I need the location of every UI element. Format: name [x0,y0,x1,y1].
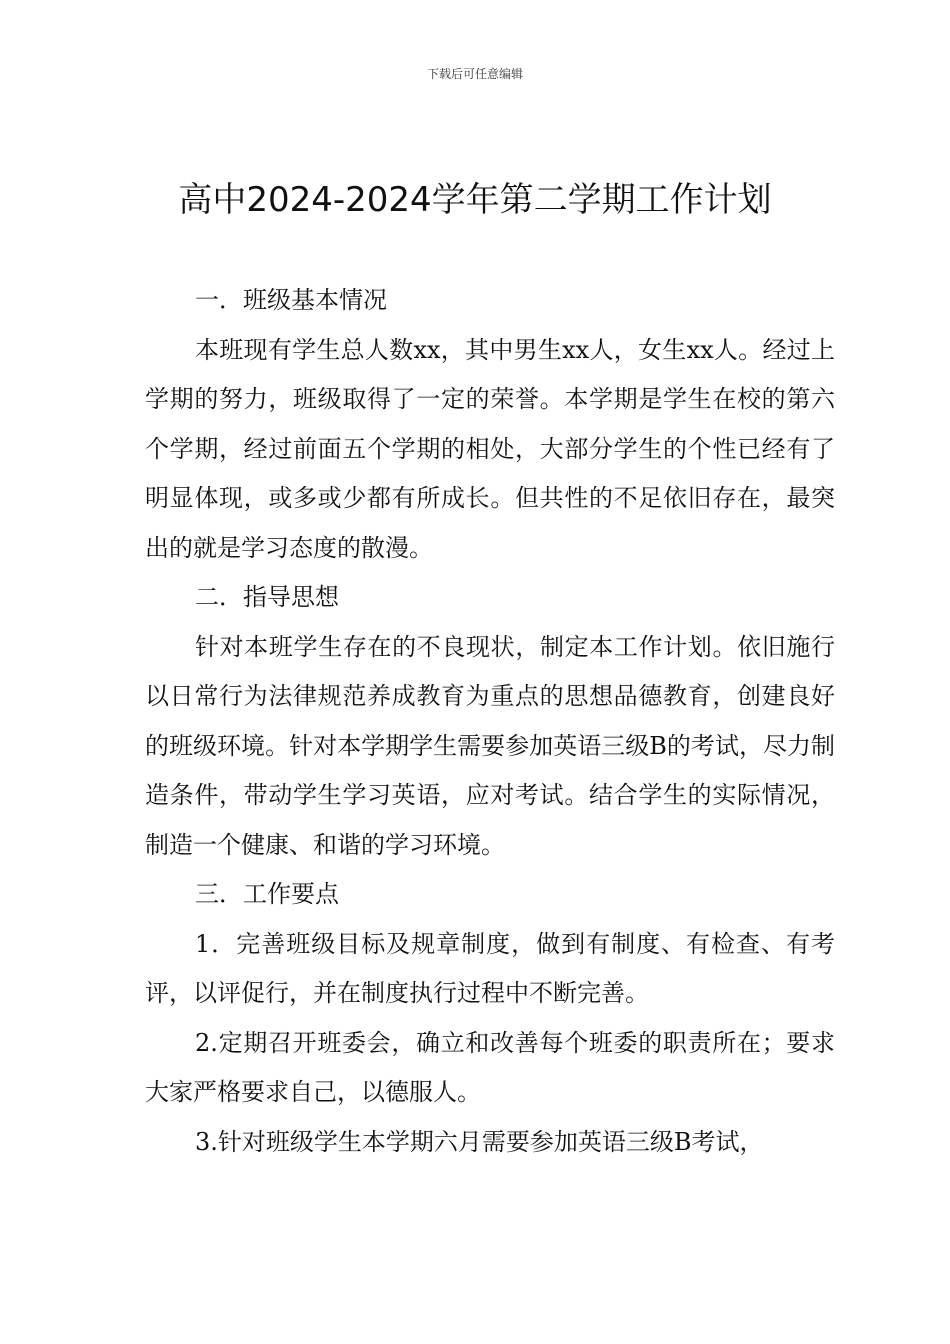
document-body [145,276,835,1167]
section-heading-work-points: 三．工作要点 [195,880,339,908]
work-point-item-3: 3.针对班级学生本学期六月需要参加英语三级B考试， [195,1127,764,1156]
work-point-item-2: 2.定期召开班委会，确立和改善每个班委的职责所在；要求大家严格要求自己，以德服人。 [145,1028,835,1106]
work-point-item-1: 1．完善班级目标及规章制度，做到有制度、有检查、有考评，以评促行，并在制度执行过程中不断完善。 [145,929,835,1007]
paragraph-basic-info: 本班现有学生总人数xx，其中男生xx人，女生xx人。经过上学期的努力，班级取得了一定的荣誉。本学期是学生在校的第六个学期，经过前面五个学期的相处，大部分学生的个性已经有了明显体现，或多或少都有所成长。但共性的不足依旧存在，最突出的就是学习态度的散漫。 [145,335,835,562]
header-note: 下载后可任意编辑 [426,67,523,81]
section-heading-basic-info: 一．班级基本情况 [195,286,387,314]
section-heading-guiding-ideology: 二．指导思想 [195,583,339,611]
paragraph-guiding-ideology: 针对本班学生存在的不良现状，制定本工作计划。依旧施行以日常行为法律规范养成教育为重点的思想品德教育，创建良好的班级环境。针对本学期学生需要参加英语三级B的考试，尽力制造条件，带动学生学习英语，应对考试。结合学生的实际情况，制造一个健康、和谐的学习环境。 [145,632,835,859]
document-title: 高中2024-2024学年第二学期工作计划 [178,180,772,220]
